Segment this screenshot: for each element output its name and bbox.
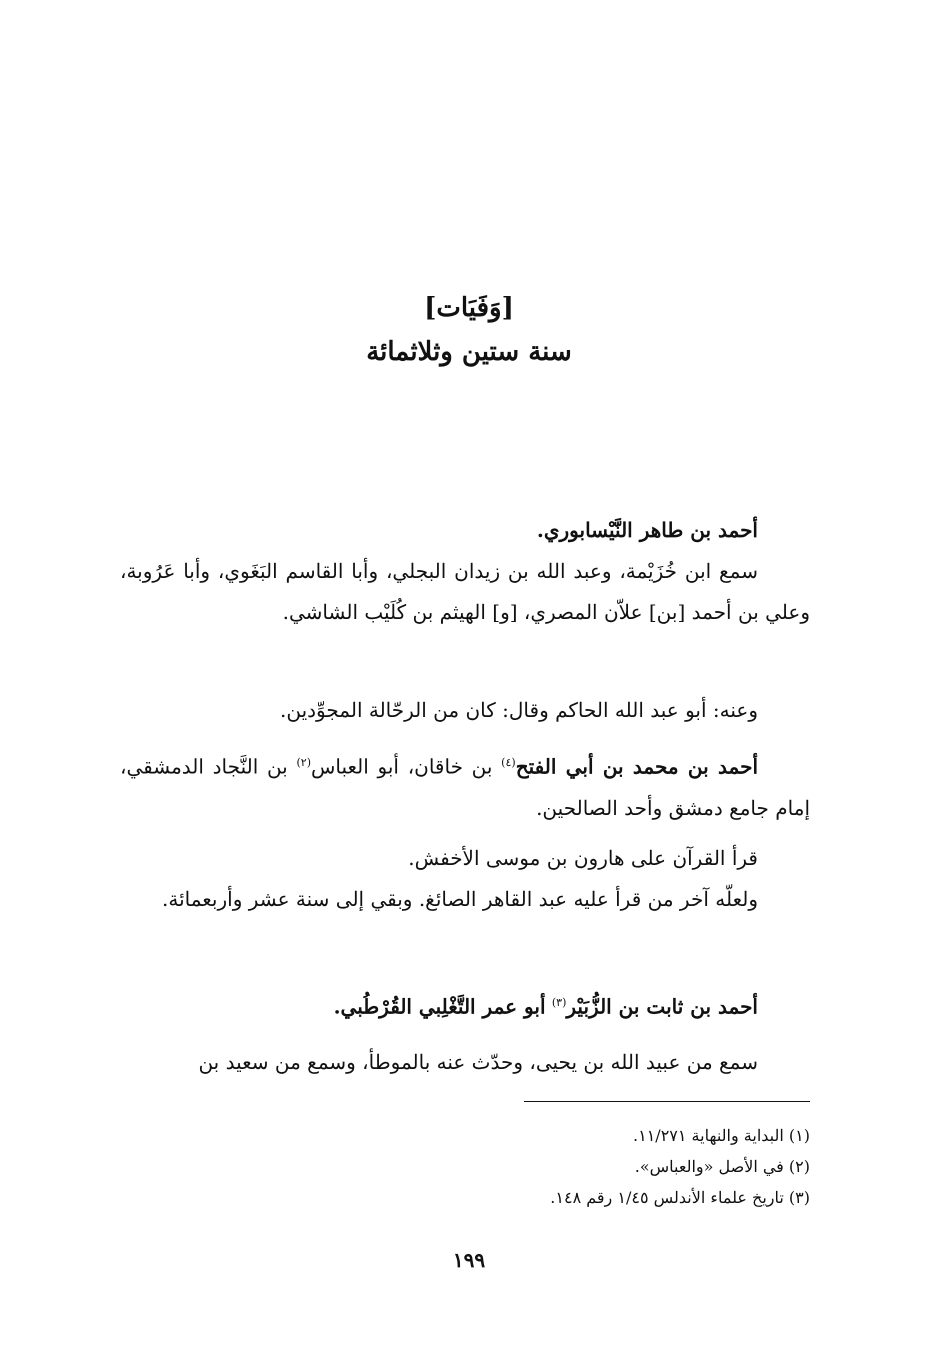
entry-1 xyxy=(120,510,810,633)
page-number: ١٩٩ xyxy=(452,1248,486,1272)
entry-3-body-block xyxy=(120,1042,810,1083)
year-title: سنة ستين وثلاثمائة xyxy=(366,337,572,367)
entry-2-notes xyxy=(120,838,810,920)
entry-2-name: أحمد بن محمد بن أبي الفتح xyxy=(515,754,759,779)
footnote-2: (٢) في الأصل «والعباس». xyxy=(634,1157,810,1176)
entry-3-heading xyxy=(120,982,810,1028)
entry-2-body xyxy=(120,742,810,829)
entry-2-body-2: قرأ القرآن على هارون بن موسى الأخفش. xyxy=(408,846,758,870)
section-title: [وَفَيَات] xyxy=(424,293,514,323)
entry-2-body-3: ولعلّه آخر من قرأ عليه عبد القاهر الصائغ. وبقي إلى سنة عشر وأربعمائة. xyxy=(161,887,758,911)
entry-3-kunya: أبو عمر التَّغْلِبي القُرْطُبي. xyxy=(333,994,546,1019)
entry-3-body: سمع من عبيد الله بن يحيى، وحدّث عنه بالموطأ، وسمع من سعيد بن xyxy=(198,1050,758,1074)
entry-3 xyxy=(120,982,810,1028)
footnote-ref: (٢) xyxy=(296,756,311,769)
footnotes xyxy=(120,1120,810,1213)
footnote-divider xyxy=(524,1101,810,1102)
entry-1-narrators xyxy=(120,690,810,731)
entry-1-name: أحمد بن طاهر النَّيْسابوري. xyxy=(536,518,758,542)
entry-2-mid: بن خاقان، أبو العباس xyxy=(310,754,493,779)
footnote-ref: (٤) xyxy=(501,756,516,769)
entry-1-body-2: وعنه: أبو عبد الله الحاكم وقال: كان من الرحّالة المجوِّدين. xyxy=(280,698,758,722)
entry-1-body: سمع ابن خُزَيْمة، وعبد الله بن زيدان البجلي، وأبا القاسم البَغَوي، وأبا عَرُوبة، وعلي بن أحمد [بن] علاّن المصري، [و] الهيثم بن كُلَيْب الشاشي. xyxy=(120,559,810,624)
footnote-ref: (٣) xyxy=(551,996,567,1009)
entry-3-name: أحمد بن ثابت بن الزُّبَيْر xyxy=(566,994,758,1019)
footnote-1: (١) البداية والنهاية ١١/٢٧١. xyxy=(633,1126,810,1145)
entry-2-text: بن النَّجاد الدمشقي، إمام جامع دمشق وأحد الصالحين. xyxy=(120,754,810,820)
footnote-3: (٣) تاريخ علماء الأندلس ١/٤٥ رقم ١٤٨. xyxy=(550,1188,810,1207)
entry-1-heading xyxy=(120,510,810,551)
entry-2 xyxy=(120,742,810,829)
